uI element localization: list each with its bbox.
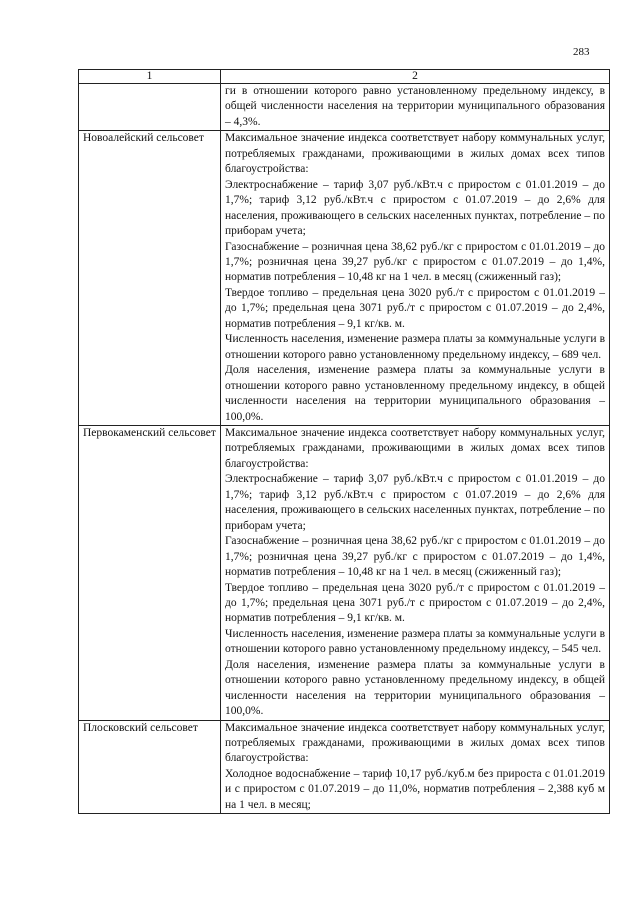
municipality-name <box>79 84 221 131</box>
paragraph: Твердое топливо – предельная цена 3020 руб./т с приростом с 01.01.2019 – до 1,7%; предельная цена 3071 руб./т с приростом с 01.07.2019 – до 2,4%, норматив потребления – 9,1 кг/кв. м. <box>225 581 605 625</box>
table-row <box>79 720 610 814</box>
paragraph: ги в отношении которого равно установленному предельному индексу, в общей численности населения на территории муниципального образования – 4,3%. <box>225 85 605 128</box>
paragraph: Газоснабжение – розничная цена 38,62 руб./кг с приростом с 01.01.2019 – до 1,7%; розничная цена 39,27 руб./кг с приростом с 01.07.2019 – до 1,4%, норматив потребления – 10,48 кг на 1 чел. в месяц (сжиженный газ); <box>225 535 605 579</box>
column-header-1: 1 <box>79 70 221 84</box>
paragraph: Максимальное значение индекса соответствует набору коммунальных услуг, потребляемых гражданами, проживающими в жилых домах всех типов благоустройства: <box>225 132 605 176</box>
header-row <box>79 70 610 84</box>
table-row <box>79 84 610 131</box>
paragraph: Численность населения, изменение размера платы за коммунальные услуги в отношении которого равно установленному предельному индексу, – 689 чел. <box>225 333 605 361</box>
paragraph: Доля населения, изменение размера платы за коммунальные услуги в отношении которого равно установленному предельному индексу, в общей численности населения на территории муниципального образования – 100,0%. <box>225 364 605 423</box>
description-cell <box>221 425 610 720</box>
table-row <box>79 131 610 426</box>
paragraph: Максимальное значение индекса соответствует набору коммунальных услуг, потребляемых гражданами, проживающими в жилых домах всех типов благоустройства: <box>225 426 605 470</box>
page-number: 283 <box>573 46 590 58</box>
description-cell <box>221 131 610 426</box>
municipality-name: Первокаменский сельсовет <box>79 425 221 720</box>
column-header-2: 2 <box>221 70 610 84</box>
tariff-table <box>78 69 610 814</box>
paragraph: Холодное водоснабжение – тариф 10,17 руб./куб.м без прироста с 01.01.2019 и с приростом с 01.07.2019 – до 11,0%, норматив потребления – 2,388 куб м на 1 чел. в месяц; <box>225 767 605 811</box>
municipality-name: Новоалейский сельсовет <box>79 131 221 426</box>
paragraph: Газоснабжение – розничная цена 38,62 руб./кг с приростом с 01.01.2019 – до 1,7%; розничная цена 39,27 руб./кг с приростом с 01.07.2019 – до 1,4%, норматив потребления – 10,48 кг на 1 чел. в месяц (сжиженный газ); <box>225 240 605 284</box>
municipality-name: Плосковский сельсовет <box>79 720 221 814</box>
paragraph: Электроснабжение – тариф 3,07 руб./кВт.ч с приростом с 01.01.2019 – до 1,7%; тариф 3,12 руб./кВт.ч с приростом с 01.07.2019 – до 2,6% для населения, проживающего в сельских населенных пунктах, потребление – по приборам учета; <box>225 178 605 238</box>
paragraph: Доля населения, изменение размера платы за коммунальные услуги в отношении которого равно установленному предельному индексу, в общей численности населения на территории муниципального образования – 100,0%. <box>225 658 605 718</box>
paragraph: Электроснабжение – тариф 3,07 руб./кВт.ч с приростом с 01.01.2019 – до 1,7%; тариф 3,12 руб./кВт.ч с приростом с 01.07.2019 – до 2,6% для населения, проживающего в сельских населенных пунктах, потребление – по приборам учета; <box>225 473 605 532</box>
paragraph: Численность населения, изменение размера платы за коммунальные услуги в отношении которого равно установленному предельному индексу, – 545 чел. <box>225 627 605 656</box>
table-row <box>79 425 610 720</box>
paragraph: Максимальное значение индекса соответствует набору коммунальных услуг, потребляемых гражданами, проживающими в жилых домах всех типов благоустройства: <box>225 721 605 765</box>
description-cell <box>221 720 610 814</box>
paragraph: Твердое топливо – предельная цена 3020 руб./т с приростом с 01.01.2019 – до 1,7%; предельная цена 3071 руб./т с приростом с 01.07.2019 – до 2,4%, норматив потребления – 9,1 кг/кв. м. <box>225 286 605 330</box>
description-cell <box>221 84 610 131</box>
